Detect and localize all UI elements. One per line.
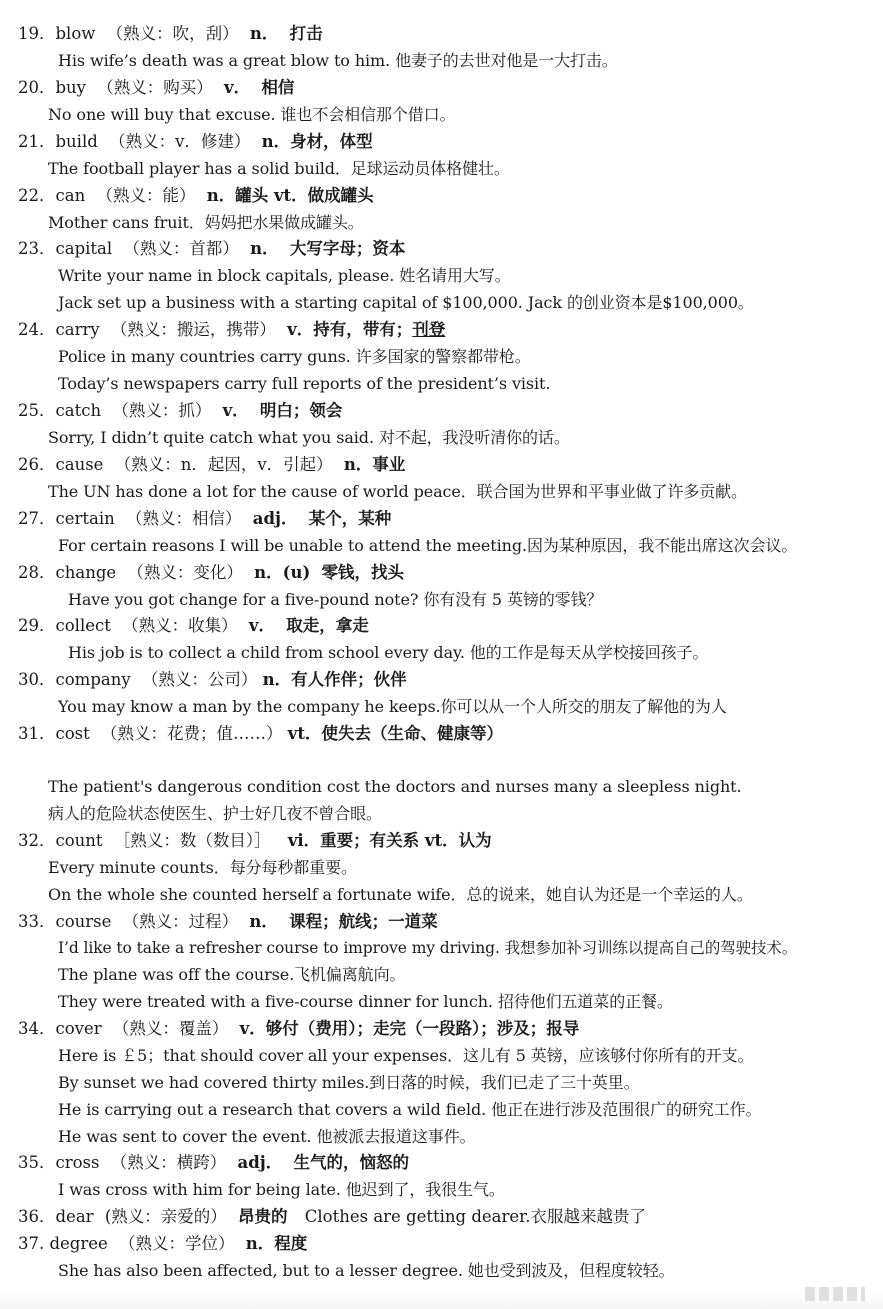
entry-pos: n． bbox=[249, 24, 279, 43]
entry-example: Here is ￡5；that should cover all your expenses．这儿有 5 英镑，应该够付你所有的开支。 bbox=[58, 1046, 754, 1065]
entry-new-meaning: 零钱，找头 bbox=[321, 563, 405, 582]
entry-word: 27．certain bbox=[18, 509, 115, 528]
entry-common-meaning: ［熟义：数（数目）］ bbox=[113, 831, 271, 850]
entry-example: I was cross with him for being late. 他迟到了，我很生气。 bbox=[58, 1180, 505, 1199]
entry-word: 35．cross bbox=[18, 1153, 100, 1172]
entry-pos: n．程度 bbox=[245, 1234, 308, 1253]
entry-head bbox=[18, 723, 503, 745]
entry-new-meaning: 打击 bbox=[289, 24, 323, 43]
entry-common-meaning: （熟义：抓） bbox=[112, 401, 212, 420]
entry-head bbox=[18, 508, 391, 530]
entry-head bbox=[18, 77, 294, 99]
entry-example: The UN has done a lot for the cause of world peace．联合国为世界和平事业做了许多贡献。 bbox=[48, 482, 747, 501]
entry-example: Every minute counts．每分每秒都重要。 bbox=[48, 858, 357, 877]
entry-example: The patient's dangerous condition cost the doctors and nurses many a sleepless night. bbox=[48, 777, 742, 796]
entry-head bbox=[18, 830, 492, 852]
entry-head bbox=[18, 185, 374, 207]
entry-example: Jack set up a business with a starting capital of $100,000. Jack 的创业资本是$100,000。 bbox=[58, 293, 754, 312]
entry-common-meaning: （熟义：学位） bbox=[119, 1234, 235, 1253]
entry-example: She has also been affected, but to a lesser degree. 她也受到波及，但程度较轻。 bbox=[58, 1261, 675, 1280]
entry-new-meaning: 刊登 bbox=[412, 320, 446, 339]
entry-common-meaning: (熟义：亲爱的） bbox=[104, 1207, 227, 1226]
entry-word: 19．blow bbox=[18, 24, 96, 43]
entry-new-meaning: 明白；领会 bbox=[259, 401, 343, 420]
entry-pos: n．(u) bbox=[254, 563, 311, 582]
entry-common-meaning: （熟义：吹，刮） bbox=[106, 24, 239, 43]
entry-pos: adj． bbox=[252, 509, 298, 528]
entry-new-meaning: 课程；航线；一道菜 bbox=[289, 912, 438, 931]
entry-head bbox=[18, 1233, 307, 1255]
entry-head bbox=[18, 669, 407, 691]
entry-common-meaning: （熟义：花费；值……） bbox=[101, 724, 283, 743]
entry-example: Have you got change for a five-pound note? 你有没有 5 英镑的零钱？ bbox=[68, 590, 603, 609]
entry-example: Clothes are getting dearer.衣服越来越贵了 bbox=[304, 1207, 646, 1226]
entry-new-meaning: 取走，拿走 bbox=[286, 616, 369, 635]
entry-head bbox=[18, 562, 404, 584]
entry-common-meaning: （熟义：购买） bbox=[97, 78, 213, 97]
entry-pos: vi．重要；有关系 vt．认为 bbox=[287, 831, 492, 850]
entry-example: Sorry, I didn’t quite catch what you said. 对不起，我没听清你的话。 bbox=[48, 428, 570, 447]
entry-example: I’d like to take a refresher course to improve my driving. 我想参加补习训练以提高自己的驾驶技术。 bbox=[58, 939, 798, 957]
entry-head bbox=[18, 911, 438, 933]
entry-common-meaning: （熟义：首都） bbox=[123, 239, 239, 258]
entry-word: 28．change bbox=[18, 563, 117, 582]
entry-example: By sunset we had covered thirty miles.到日落的时候，我们已走了三十英里。 bbox=[58, 1073, 640, 1092]
entry-word: 22．can bbox=[18, 186, 86, 205]
entry-head bbox=[18, 400, 342, 422]
entry-word: 21．build bbox=[18, 132, 98, 151]
entry-pos: v． bbox=[224, 78, 251, 97]
entry-word: 25．catch bbox=[18, 401, 102, 420]
entry-example: They were treated with a five-course dinner for lunch. 招待他们五道菜的正餐。 bbox=[58, 992, 673, 1011]
entry-example: Mother cans fruit．妈妈把水果做成罐头。 bbox=[48, 213, 364, 232]
entry-example: The plane was off the course.飞机偏离航向。 bbox=[58, 965, 406, 984]
entry-example: 病人的危险状态使医生、护士好几夜不曾合眼。 bbox=[48, 804, 382, 823]
entry-word: 29．collect bbox=[18, 616, 111, 635]
entry-common-meaning: （熟义：n．起因，v．引起） bbox=[114, 455, 333, 474]
entry-word: 20．buy bbox=[18, 78, 87, 97]
entry-common-meaning: （熟义：横跨） bbox=[110, 1153, 227, 1172]
entry-word: 33．course bbox=[18, 912, 112, 931]
entry-new-meaning: 生气的，恼怒的 bbox=[293, 1153, 409, 1172]
entry-word: 23．capital bbox=[18, 239, 113, 258]
entry-head bbox=[18, 1152, 409, 1174]
entry-common-meaning: （熟义：v．修建） bbox=[109, 132, 251, 151]
entry-pos: n． bbox=[250, 239, 279, 258]
entry-pos: v． bbox=[248, 616, 275, 635]
entry-common-meaning: （熟义：公司） bbox=[141, 670, 258, 689]
entry-example: Police in many countries carry guns. 许多国家的警察都带枪。 bbox=[58, 347, 531, 366]
entry-word: 34．cover bbox=[18, 1019, 102, 1038]
entry-pos: n．罐头 vt．做成罐头 bbox=[206, 186, 374, 205]
entry-pos: v．够付（费用）；走完（一段路）；涉及；报导 bbox=[239, 1019, 580, 1038]
entry-pos: v． bbox=[222, 401, 249, 420]
entry-word: 24．carry bbox=[18, 320, 100, 339]
entry-example: For certain reasons I will be unable to attend the meeting.因为某种原因，我不能出席这次会议。 bbox=[58, 536, 798, 555]
entry-example: He is carrying out a research that covers a wild field. 他正在进行涉及范围很广的研究工作。 bbox=[58, 1100, 762, 1119]
entry-head bbox=[18, 131, 373, 153]
entry-example: Write your name in block capitals, please. 姓名请用大写。 bbox=[58, 266, 511, 285]
entry-head bbox=[18, 1206, 646, 1228]
entry-example: You may know a man by the company he keeps.你可以从一个人所交的朋友了解他的为人 bbox=[58, 697, 727, 716]
entry-common-meaning: （熟义：变化） bbox=[127, 563, 243, 582]
entry-new-meaning: 大写字母；资本 bbox=[289, 239, 406, 258]
entry-head bbox=[18, 1018, 579, 1040]
entry-new-meaning: 某个，某种 bbox=[308, 509, 392, 528]
entry-head bbox=[18, 238, 405, 260]
entry-example: No one will buy that excuse. 谁也不会相信那个借口。 bbox=[48, 105, 456, 124]
entry-pos: n．有人作伴；伙伴 bbox=[262, 670, 407, 689]
entry-word: 26．cause bbox=[18, 455, 104, 474]
entry-example: On the whole she counted herself a fortunate wife．总的说来，她自认为还是一个幸运的人。 bbox=[48, 885, 753, 904]
entry-example: He was sent to cover the event. 他被派去报道这事件。 bbox=[58, 1127, 476, 1146]
entry-example: Today’s newspapers carry full reports of the president’s visit. bbox=[58, 374, 551, 393]
entry-pos: n．事业 bbox=[343, 455, 406, 474]
entry-example: The football player has a solid build．足球运动员体格健壮。 bbox=[48, 159, 510, 178]
entry-common-meaning: （熟义：搬运，携带） bbox=[110, 320, 276, 339]
entry-pos: v．持有，带有； bbox=[287, 320, 413, 339]
entry-pos: vt．使失去（生命、健康等） bbox=[287, 724, 503, 743]
entry-word: 36．dear bbox=[18, 1207, 94, 1226]
entry-new-meaning: 相信 bbox=[261, 78, 295, 97]
entry-common-meaning: （熟义：能） bbox=[96, 186, 196, 205]
entry-head bbox=[18, 454, 405, 476]
watermark-strip bbox=[805, 1287, 865, 1301]
bottom-shadow bbox=[0, 1291, 883, 1309]
entry-example: His job is to collect a child from school every day. 他的工作是每天从学校接回孩子。 bbox=[68, 643, 709, 662]
entry-pos: n． bbox=[249, 912, 278, 931]
entry-common-meaning: （熟义：相信） bbox=[126, 509, 242, 528]
entry-common-meaning: （熟义：覆盖） bbox=[112, 1019, 229, 1038]
entry-word: 30．company bbox=[18, 670, 131, 689]
entry-example: His wife’s death was a great blow to him. 他妻子的去世对他是一大打击。 bbox=[58, 51, 618, 70]
entry-word: 37. degree bbox=[18, 1234, 108, 1253]
entry-new-meaning: 昂贵的 bbox=[238, 1207, 288, 1226]
entry-head bbox=[18, 615, 369, 637]
entry-word: 32．count bbox=[18, 831, 103, 850]
entry-common-meaning: （熟义：过程） bbox=[122, 912, 239, 931]
entry-word: 31．cost bbox=[18, 724, 90, 743]
entry-pos: adj． bbox=[237, 1153, 283, 1172]
entry-pos: n．身材，体型 bbox=[261, 132, 373, 151]
entry-head bbox=[18, 319, 445, 341]
entry-head bbox=[18, 23, 323, 45]
entry-common-meaning: （熟义：收集） bbox=[122, 616, 238, 635]
